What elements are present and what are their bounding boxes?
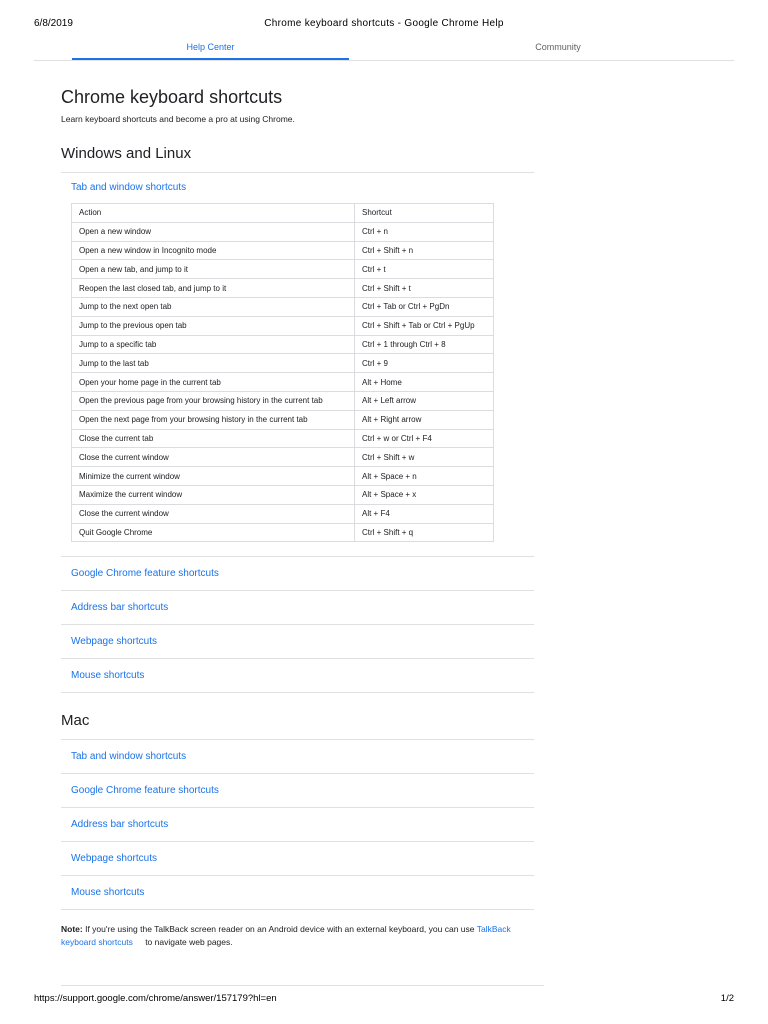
cell-shortcut: Alt + Space + n: [355, 467, 494, 486]
cell-action: Quit Google Chrome: [72, 523, 355, 542]
cell-action: Open your home page in the current tab: [72, 373, 355, 392]
cell-shortcut: Ctrl + Shift + n: [355, 241, 494, 260]
mac-accordion-item-tab-window: [61, 740, 534, 774]
mac-accordion-toggle-mouse[interactable]: Mouse shortcuts: [71, 887, 145, 899]
table-row: [72, 410, 494, 429]
mac-accordion-toggle-address-bar[interactable]: Address bar shortcuts: [71, 819, 169, 831]
page-title: Chrome keyboard shortcuts: [61, 87, 283, 107]
accordion-toggle-webpage[interactable]: Webpage shortcuts: [71, 636, 157, 648]
accordion-toggle-tab-window[interactable]: Tab and window shortcuts: [71, 182, 187, 193]
cell-shortcut: Alt + Left arrow: [355, 391, 494, 410]
cell-shortcut: Ctrl + Shift + Tab or Ctrl + PgUp: [355, 316, 494, 335]
tab-help-center[interactable]: Help Center: [72, 38, 349, 60]
table-row: [72, 316, 494, 335]
table-row: [72, 279, 494, 298]
cell-shortcut: Ctrl + w or Ctrl + F4: [355, 429, 494, 448]
accordion-toggle-address-bar[interactable]: Address bar shortcuts: [71, 602, 169, 614]
cell-action: Open a new window in Incognito mode: [72, 241, 355, 260]
cell-shortcut: Ctrl + Shift + t: [355, 279, 494, 298]
mac-accordion-item-webpage: [61, 842, 534, 876]
article: [61, 84, 534, 948]
table-row: [72, 429, 494, 448]
note-text: If you're using the TalkBack screen reader on an Android device with an external keyboard, you can use: [82, 924, 477, 935]
cell-action: Minimize the current window: [72, 467, 355, 486]
accordion-item-address-bar: [61, 591, 534, 625]
accordion-item-chrome-feature: [61, 557, 534, 591]
mac-accordion-toggle-tab-window[interactable]: Tab and window shortcuts: [71, 751, 187, 763]
print-date: 6/8/2019: [34, 18, 73, 29]
accordion-item-mouse: [61, 659, 534, 693]
cell-shortcut: Ctrl + Tab or Ctrl + PgDn: [355, 297, 494, 316]
accordion-item-webpage: [61, 625, 534, 659]
windows-accordion: [61, 172, 534, 693]
cell-action: Jump to a specific tab: [72, 335, 355, 354]
cell-action: Close the current window: [72, 448, 355, 467]
cell-shortcut: Ctrl + t: [355, 260, 494, 279]
cell-shortcut: Ctrl + Shift + w: [355, 448, 494, 467]
table-row: [72, 335, 494, 354]
cell-action: Close the current tab: [72, 429, 355, 448]
top-nav: [34, 38, 734, 61]
talkback-link[interactable]: TalkBack: [476, 924, 511, 935]
cell-action: Maximize the current window: [72, 485, 355, 504]
cell-action: Open a new window: [72, 222, 355, 241]
page-number: 1/2: [720, 993, 734, 1004]
mac-heading: Mac: [61, 712, 90, 730]
footer-divider: [61, 985, 544, 986]
print-page-title: Chrome keyboard shortcuts - Google Chrome Help: [264, 18, 504, 29]
mac-accordion-item-mouse: [61, 876, 534, 910]
accordion-body-tab-window: [61, 203, 534, 556]
mac-accordion-toggle-webpage[interactable]: Webpage shortcuts: [71, 853, 157, 865]
table-body: [72, 222, 494, 542]
shortcuts-table: [71, 203, 494, 542]
table-row: [72, 523, 494, 542]
cell-shortcut: Ctrl + n: [355, 222, 494, 241]
table-row: [72, 373, 494, 392]
cell-action: Open the next page from your browsing history in the current tab: [72, 410, 355, 429]
print-url: https://support.google.com/chrome/answer/157179?hl=en: [34, 993, 277, 1004]
table-row: [72, 391, 494, 410]
cell-shortcut: Alt + Space + x: [355, 485, 494, 504]
table-header-row: [72, 204, 494, 223]
tab-community[interactable]: Community: [535, 42, 581, 52]
cell-action: Reopen the last closed tab, and jump to it: [72, 279, 355, 298]
table-row: [72, 241, 494, 260]
mac-accordion: [61, 739, 534, 910]
table-row: [72, 485, 494, 504]
table-row: [72, 504, 494, 523]
cell-action: Open the previous page from your browsing history in the current tab: [72, 391, 355, 410]
table-row: [72, 467, 494, 486]
cell-shortcut: Ctrl + Shift + q: [355, 523, 494, 542]
article-intro: Learn keyboard shortcuts and become a pro at using Chrome.: [61, 114, 295, 124]
cell-shortcut: Ctrl + 1 through Ctrl + 8: [355, 335, 494, 354]
table-row: [72, 260, 494, 279]
table-row: [72, 297, 494, 316]
cell-action: Open a new tab, and jump to it: [72, 260, 355, 279]
table-row: [72, 222, 494, 241]
note-label: Note:: [61, 924, 83, 935]
accordion-item-tab-window: [61, 173, 534, 557]
cell-shortcut: Ctrl + 9: [355, 354, 494, 373]
cell-shortcut: Alt + F4: [355, 504, 494, 523]
windows-linux-heading: Windows and Linux: [61, 145, 192, 162]
cell-action: Jump to the previous open tab: [72, 316, 355, 335]
column-header-shortcut: Shortcut: [355, 204, 494, 223]
cell-shortcut: Alt + Home: [355, 373, 494, 392]
cell-action: Close the current window: [72, 504, 355, 523]
table-row: [72, 448, 494, 467]
cell-action: Jump to the next open tab: [72, 297, 355, 316]
table-row: [72, 354, 494, 373]
mac-accordion-item-chrome-feature: [61, 774, 534, 808]
print-header: [34, 18, 734, 32]
note-text-end: to navigate web pages.: [142, 936, 233, 947]
note-paragraph: [61, 923, 534, 948]
talkback-shortcuts-link[interactable]: keyboard shortcuts: [61, 936, 133, 947]
cell-action: Jump to the last tab: [72, 354, 355, 373]
accordion-toggle-chrome-feature[interactable]: Google Chrome feature shortcuts: [71, 568, 219, 580]
mac-accordion-item-address-bar: [61, 808, 534, 842]
print-footer: [34, 993, 734, 1007]
column-header-action: Action: [72, 204, 355, 223]
cell-shortcut: Alt + Right arrow: [355, 410, 494, 429]
mac-accordion-toggle-chrome-feature[interactable]: Google Chrome feature shortcuts: [71, 785, 219, 797]
accordion-toggle-mouse[interactable]: Mouse shortcuts: [71, 670, 145, 682]
